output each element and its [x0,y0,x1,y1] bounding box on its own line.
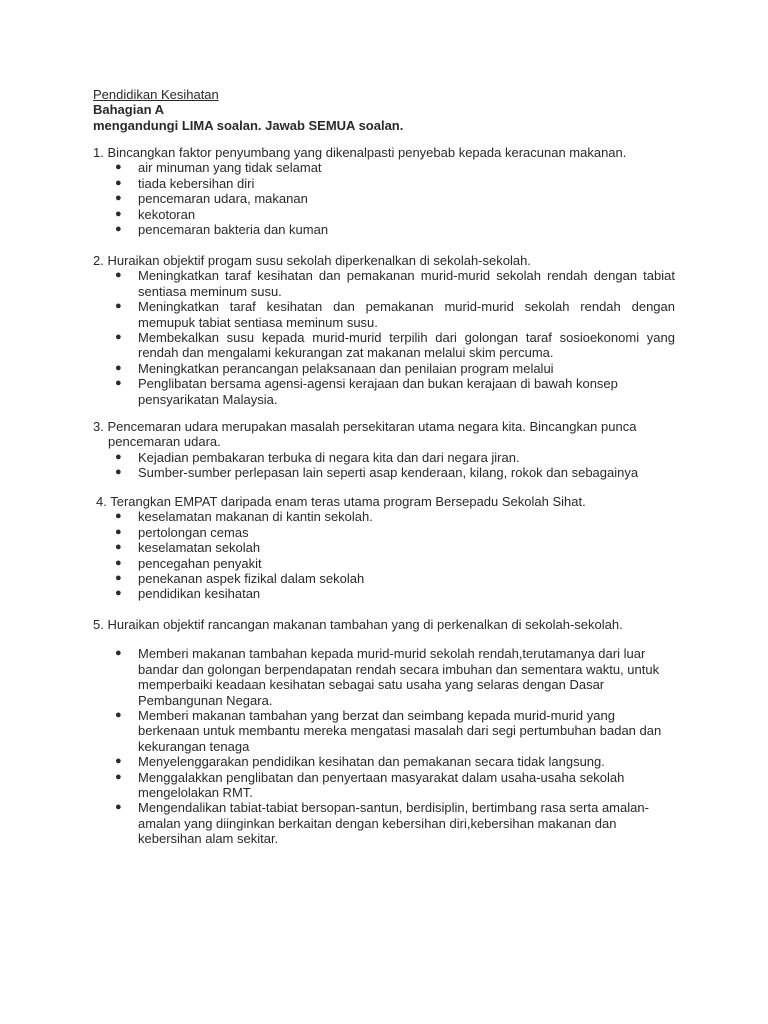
bullet-icon: ● [115,207,122,220]
list-item: ● pencemaran bakteria dan kuman [115,222,329,238]
bullet-icon: ● [115,176,122,189]
question-text: 2. Huraikan objektif progam susu sekolah diperkenalkan di sekolah-sekolah. [93,253,531,268]
bullet-icon: ● [115,331,122,344]
bullet-icon: ● [115,525,122,538]
list-item: ● Memberi makanan tambahan yang berzat dan seimbang kepada murid-murid yang berkenaan untuk membantu mereka mengatasi masalah dari segi pertumbuhan badan dan kekurangan tenaga [115,708,662,754]
bullet-icon: ● [115,801,122,814]
question-text: 1. Bincangkan faktor penyumbang yang dikenalpasti penyebab kepada keracunan makanan. [93,145,627,160]
bullet-icon: ● [115,300,122,313]
list-item: ● Membekalkan susu kepada murid-murid terpilih dari golongan taraf sosioekonomi yang rendah dan mengalami kekurangan zat makanan melalui skim percuma. [115,330,675,361]
document-header [93,87,403,133]
answer-list [93,160,653,237]
list-item: ● Menggalakkan penglibatan dan penyertaan masyarakat dalam usaha-usaha sekolah mengelolakan RMT. [115,769,625,801]
list-item: ● keselamatan sekolah [115,540,261,556]
bullet-icon: ● [115,770,122,783]
question-3 [93,419,673,481]
bullet-icon: ● [115,587,122,600]
question-text: 5. Huraikan objektif rancangan makanan tambahan yang di perkenalkan di sekolah-sekolah. [93,617,623,632]
list-item: ● pencemaran udara, makanan [115,191,308,207]
bullet-icon: ● [115,450,122,463]
answer-list [93,646,671,846]
document-title: Pendidikan Kesihatan [93,87,219,102]
list-item: ● Kejadian pembakaran terbuka di negara kita dan dari negara jiran. [115,449,520,465]
bullet-icon: ● [115,161,122,174]
list-item: ● tiada kebersihan diri [115,175,255,191]
question-2 [93,253,675,407]
answer-list [93,509,656,601]
list-item: ● pendidikan kesihatan [115,586,261,602]
question-1 [93,145,653,237]
bullet-icon: ● [115,647,122,660]
bullet-icon: ● [115,541,122,554]
bullet-icon: ● [115,510,122,523]
list-item: ● pertolongan cemas [115,524,249,540]
question-text: 3. Pencemaran udara merupakan masalah persekitaran utama negara kita. Bincangkan punca pencemaran udara. [93,419,637,450]
bullet-icon: ● [115,377,122,390]
list-item: ● Sumber-sumber perlepasan lain seperti asap kenderaan, kilang, rokok dan sebagainya [115,465,639,481]
question-5 [93,617,662,847]
question-4 [96,494,656,602]
list-item: ● Meningkatkan taraf kesihatan dan pemakanan murid-murid sekolah rendah dengan tabiat sentiasa meminum susu. [115,268,675,299]
list-item: ● Meningkatkan perancangan pelaksanaan dan penilaian program melalui [115,360,554,376]
list-item: ● air minuman yang tidak selamat [115,160,322,176]
bullet-icon: ● [115,709,122,722]
bullet-icon: ● [115,572,122,585]
list-item: ● Meningkatkan taraf kesihatan dan pemakanan murid-murid sekolah rendah dengan memupuk tabiat sentiasa meminum susu. [115,299,675,330]
list-item: ● Penglibatan bersama agensi-agensi kerajaan dan bukan kerajaan di bawah konsep pensyarikatan Malaysia. [115,376,618,407]
bullet-icon: ● [115,755,122,768]
instruction-text: mengandungi LIMA soalan. Jawab SEMUA soalan. [93,117,404,133]
list-item: ● Mengendalikan tabiat-tabiat bersopan-santun, berdisiplin, bertimbang rasa serta amalan-amalan yang diinginkan berkaitan dengan kebersihan diri,kebersihan makanan dan kebersihan alam sekitar. [115,800,649,847]
list-item: ● keselamatan makanan di kantin sekolah. [115,509,373,525]
bullet-icon: ● [115,466,122,479]
bullet-icon: ● [115,361,122,374]
bullet-icon: ● [115,223,122,236]
bullet-icon: ● [115,556,122,569]
list-item: ● penekanan aspek fizikal dalam sekolah [115,571,365,587]
list-item: ● Menyelenggarakan pendidikan kesihatan dan pemakanan secara tidak langsung. [115,754,605,770]
list-item: ● kekotoran [115,206,196,222]
question-text: 4. Terangkan EMPAT daripada enam teras utama program Bersepadu Sekolah Sihat. [96,494,586,509]
answer-list [93,268,675,407]
bullet-icon: ● [115,269,122,282]
section-label: Bahagian A [93,102,165,118]
list-item: ● pencegahan penyakit [115,555,262,571]
list-item: ● Memberi makanan tambahan kepada murid-murid sekolah rendah,terutamanya dari luar bandar dan golongan berpendapatan rendah secara imbuhan dan sementara waktu, untuk memperbaiki keadaan kesihatan sebagai satu usaha yang selaras dengan Dasar Pembangunan Negara. [115,646,660,708]
bullet-icon: ● [115,192,122,205]
answer-list [93,450,673,481]
